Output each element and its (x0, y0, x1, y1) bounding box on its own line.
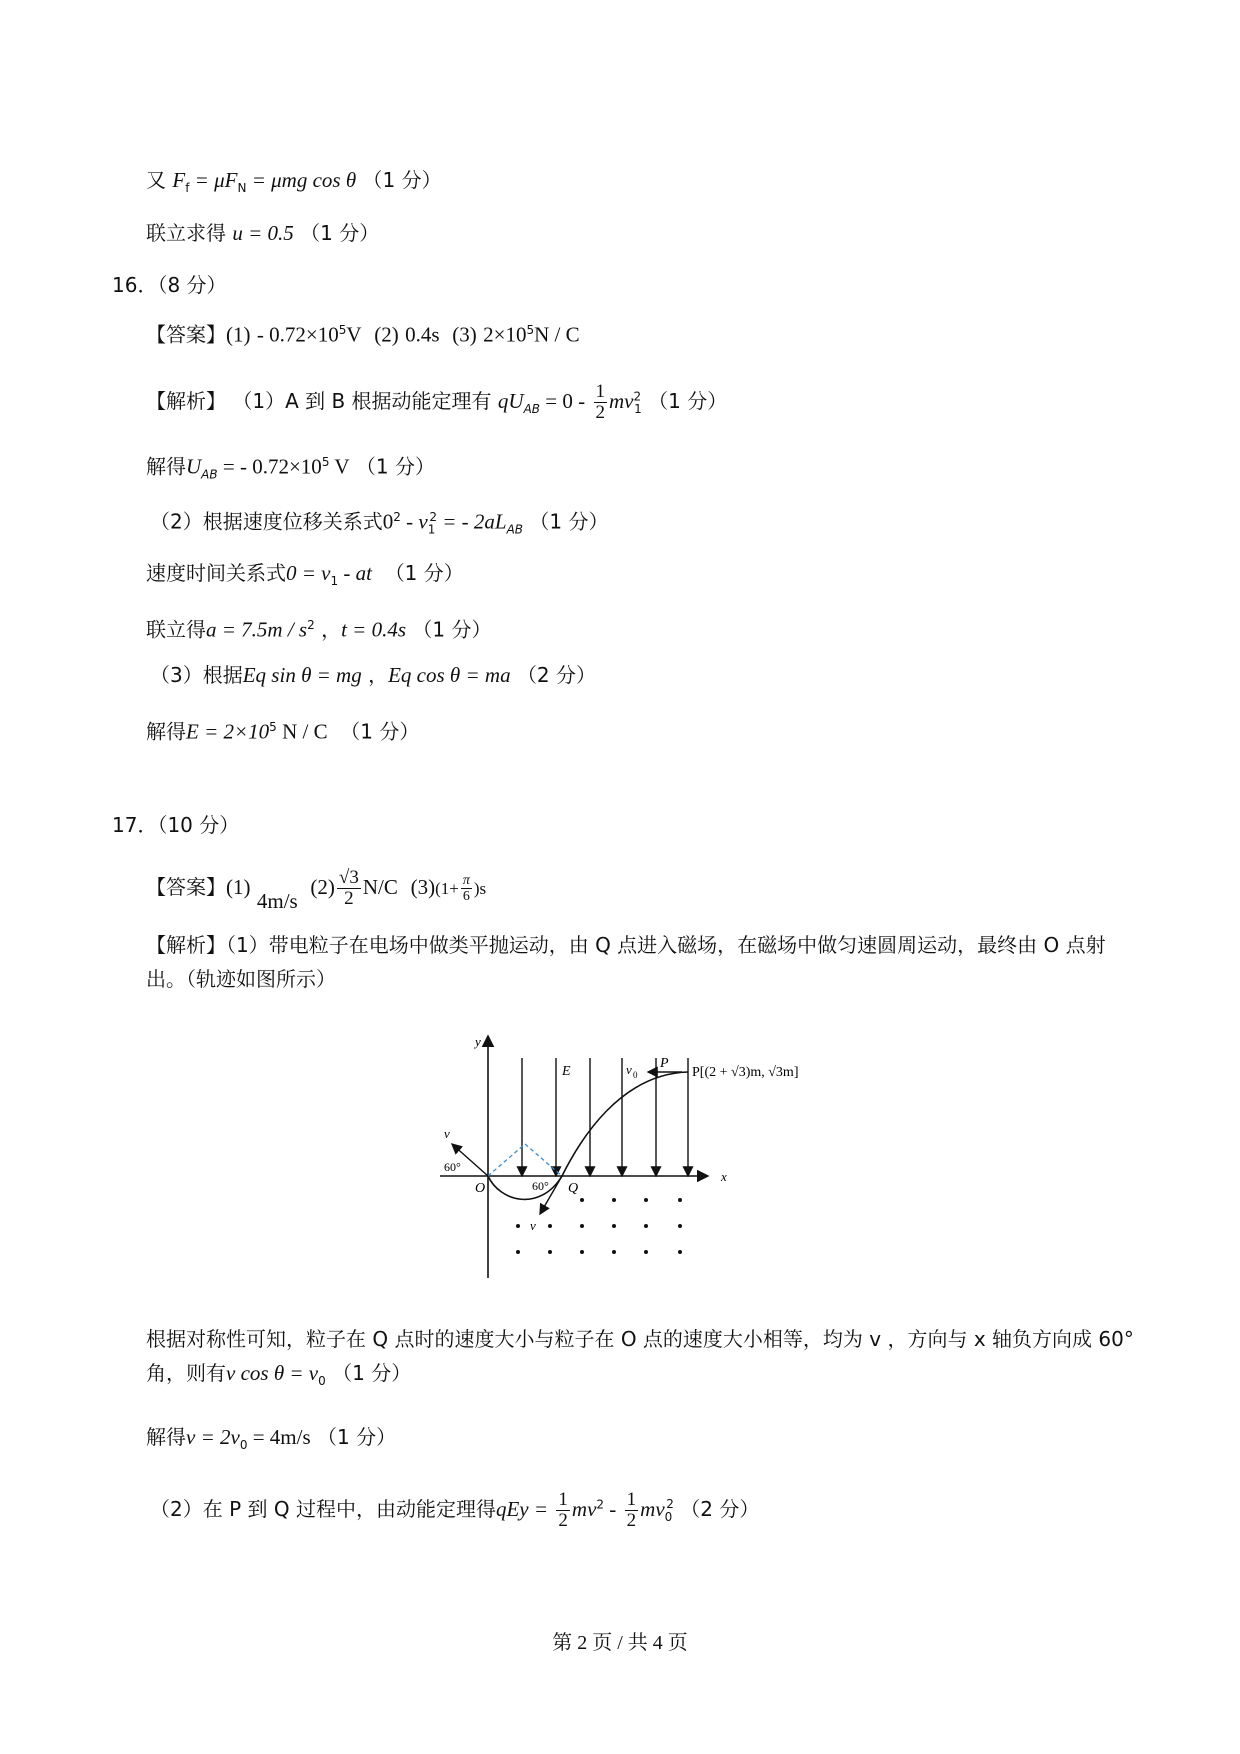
v0-label: v (626, 1062, 632, 1077)
superscript: 5 (526, 323, 535, 337)
math: 4m/s (256, 889, 298, 913)
math: V (329, 454, 350, 479)
math: N/C (362, 875, 398, 899)
question-16-velocity-time (146, 559, 464, 595)
question-16-result-uab (146, 448, 435, 489)
v0-label-sub: 0 (633, 1070, 638, 1080)
score: （1 分） (529, 509, 609, 534)
question-16-result-e (146, 713, 419, 746)
math: 0 (382, 509, 394, 534)
math: (3) (410, 875, 436, 899)
angle-label-q: 60° (532, 1179, 549, 1193)
text: ， (368, 663, 389, 687)
subscript: 0 (318, 1374, 326, 1388)
math: V (346, 322, 362, 347)
text: （2）在 P 到 Q 过程中，由动能定理得 (150, 1497, 496, 1521)
origin-label: O (475, 1181, 486, 1196)
math: mv (571, 1497, 597, 1521)
equation-line-friction (146, 166, 442, 202)
subscript: f (185, 181, 190, 195)
fraction-pi-over-6 (461, 873, 472, 904)
math: = - 2aL (436, 509, 507, 534)
score: （2 分） (516, 663, 597, 687)
score: （1 分） (355, 454, 435, 479)
numerator: 1 (595, 381, 605, 402)
denominator: 2 (558, 1510, 568, 1531)
math: Eq cos θ = ma (388, 663, 511, 687)
question-17-result-v (146, 1423, 396, 1459)
superscript: 2 (307, 618, 315, 632)
superscript: 2 (633, 389, 642, 404)
score: （1 分） (317, 1425, 397, 1449)
math: (2) (310, 875, 335, 899)
score: （1 分） (362, 168, 442, 192)
subscript: N (237, 181, 247, 195)
denominator: 2 (595, 402, 605, 423)
math: = - 0.72×10 (217, 454, 322, 479)
text: （3）根据 (150, 663, 243, 687)
math: Eq sin θ = mg (242, 663, 362, 687)
subscript: AB (523, 402, 541, 416)
math: (1+ (435, 879, 459, 898)
superscript: 5 (269, 720, 277, 734)
math: )s (473, 879, 487, 898)
score: （1 分） (384, 561, 464, 585)
math: U (186, 454, 202, 479)
superscript: 2 (666, 1497, 674, 1512)
answer-label: 【答案】 (146, 875, 226, 899)
field-label-e: E (562, 1064, 571, 1079)
numerator: 1 (558, 1489, 568, 1510)
text: 解得 (146, 454, 186, 479)
point-p-coords: P[(2 + √3)m, √3m] (692, 1065, 799, 1080)
text: （2）根据速度位移关系式 (150, 509, 383, 534)
score: （1 分） (648, 389, 728, 413)
score: （1 分） (340, 719, 420, 744)
subscript: 1 (427, 522, 436, 537)
math: = 4m/s (247, 1425, 311, 1449)
math: - 0.72×10 (256, 322, 339, 347)
numerator: π (462, 873, 470, 888)
math: N / C (534, 322, 580, 347)
point-q-label: Q (568, 1181, 579, 1196)
velocity-label-o: v (444, 1126, 450, 1141)
superscript: 5 (321, 455, 330, 469)
parabola-trajectory (562, 1072, 688, 1176)
math: mv (609, 389, 634, 413)
math: (2) (374, 322, 399, 347)
math: qU (497, 389, 524, 413)
denominator: 6 (462, 889, 470, 904)
answer-label: 【答案】 (146, 322, 226, 347)
fraction-sqrt3-over-2 (337, 868, 361, 909)
text: 解得 (146, 719, 186, 744)
superscript: 2 (596, 1497, 605, 1512)
math: t = 0.4s (341, 617, 407, 642)
math: (1) (226, 322, 251, 347)
superscript: 2 (393, 510, 401, 524)
text: 解得 (146, 1425, 186, 1449)
question-17-analysis-2 (150, 1490, 759, 1531)
math: F (172, 168, 186, 192)
math: - at (338, 561, 372, 585)
math: E = 2×10 (186, 719, 270, 744)
fraction-half (556, 1490, 570, 1531)
question-16-combined (146, 611, 491, 644)
denominator: 2 (626, 1510, 637, 1531)
math: v cos θ = v (226, 1361, 319, 1385)
subscript: 0 (664, 1510, 673, 1524)
math: v = 2v (186, 1425, 240, 1449)
score: （1 分） (332, 1361, 412, 1385)
magnetic-field-dots (516, 1198, 682, 1254)
math: u = 0.5 (232, 221, 294, 245)
angle-label-o: 60° (444, 1160, 461, 1174)
page-footer: 第 2 页 / 共 4 页 (552, 1632, 688, 1654)
math: 0.4s (405, 322, 440, 347)
subscript: AB (506, 522, 524, 537)
text: 又 (146, 168, 166, 192)
dashed-guide (488, 1144, 562, 1176)
math: 0 = v (286, 561, 331, 585)
analysis-label: 【解析】 (146, 389, 226, 413)
question-16-analysis-3 (150, 661, 596, 689)
question-17-header: 17．（10 分） (112, 813, 240, 837)
point-p-label: P (660, 1056, 669, 1071)
math: = 0 - (540, 389, 586, 413)
math: - v (400, 509, 428, 534)
superscript: 2 (429, 510, 437, 524)
y-axis-label: y (475, 1034, 481, 1049)
question-16-analysis-2 (150, 503, 608, 544)
subscript: AB (201, 467, 218, 482)
fraction-half (625, 1490, 639, 1531)
velocity-label-q: v (530, 1218, 536, 1233)
denominator: 2 (344, 888, 354, 909)
text: ， (321, 617, 342, 642)
question-17-analysis-1: 【解析】（1）带电粒子在电场中做类平抛运动，由 Q 点进入磁场，在磁场中做匀速圆周运动，最终由 O 点射出。（轨迹如图所示） (146, 933, 1106, 991)
math: = μF (189, 168, 238, 192)
subscript: 1 (330, 574, 339, 588)
text: 联立求得 (146, 221, 226, 245)
math: = μmg cos θ (246, 168, 357, 192)
numerator: 1 (626, 1489, 637, 1510)
subscript: 1 (634, 402, 642, 416)
text: 根据对称性可知，粒子在 Q 点时的速度大小与粒子在 O 点的速度大小相等，均为 v ，方向与 x 轴负方向成 60°角，则有 (146, 1327, 1134, 1385)
text: 联立得 (146, 617, 206, 642)
math: N / C (276, 719, 328, 744)
equation-line-mu (146, 219, 379, 247)
score: （2 分） (680, 1497, 760, 1521)
question-16-header: 16．（8 分） (112, 273, 227, 297)
question-17-answer (146, 862, 486, 914)
math: mv (640, 1497, 665, 1521)
trajectory-figure (430, 1030, 840, 1280)
subscript: 0 (239, 1438, 248, 1452)
numerator: √3 (338, 867, 359, 888)
fraction-half (594, 382, 608, 423)
score: （1 分） (300, 221, 380, 245)
math: a = 7.5m / s (206, 617, 308, 642)
x-axis-label: x (721, 1169, 727, 1184)
score: （1 分） (412, 617, 492, 642)
math: qEy = (495, 1497, 549, 1521)
math: (3) (452, 322, 477, 347)
question-16-answer (146, 316, 580, 349)
question-16-analysis-1 (146, 382, 727, 423)
text: （1）A 到 B 根据动能定理有 (232, 389, 492, 413)
math: (1) (226, 875, 251, 899)
math: - (604, 1497, 617, 1521)
text: 速度时间关系式 (146, 561, 286, 585)
question-17-symmetry (146, 1322, 1136, 1398)
math: 2×10 (483, 322, 527, 347)
superscript: 5 (338, 323, 347, 337)
